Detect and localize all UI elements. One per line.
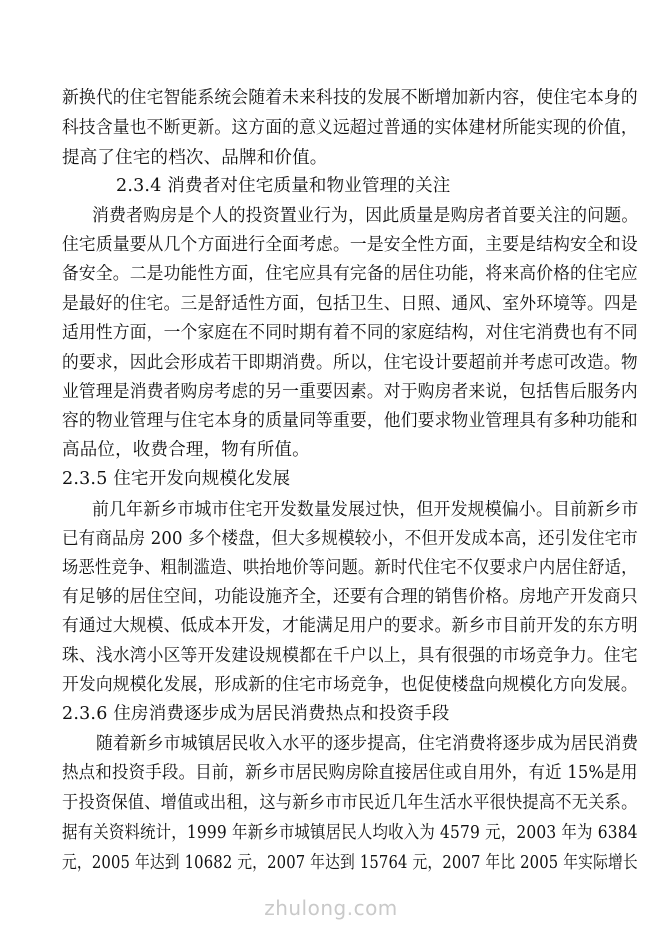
paragraph-line: 业管理是消费者购房考虑的另一重要因素。对于购房者来说，包括售后服务内 — [62, 382, 638, 402]
paragraph-line: 据有关资料统计，1999 年新乡市城镇居民人均收入为 4579 元，2003 年为 6384 — [62, 823, 638, 843]
watermark-text: zhulong — [264, 896, 347, 920]
paragraph-line: 消费者购房是个人的投资置业行为，因此质量是购房者首要关注的问题。 — [92, 206, 639, 226]
section-heading-2-3-6: 2.3.6 住房消费逐步成为居民消费热点和投资手段 — [62, 704, 450, 724]
watermark-text: com — [353, 896, 398, 920]
paragraph-line: 珠、浅水湾小区等开发建设规模都在千户以上，具有很强的市场竞争力。住宅 — [62, 646, 638, 666]
paragraph-line: 已有商品房 200 多个楼盘，但大多规模较小，不但开发成本高，还引发住宅市 — [62, 529, 638, 549]
paragraph-line: 有通过大规模、低成本开发，才能满足用户的要求。新乡市目前开发的东方明 — [62, 616, 638, 636]
paragraph-line: 是最好的住宅。三是舒适性方面，包括卫生、日照、通风、室外环境等。四是 — [62, 294, 638, 314]
paragraph-line: 科技含量也不断更新。这方面的意义远超过普通的实体建材所能实现的价值， — [62, 118, 638, 138]
paragraph-line: 开发向规模化发展，形成新的住宅市场竞争，也促使楼盘向规模化方向发展。 — [62, 675, 638, 695]
paragraph-line: 的要求，因此会形成若干即期消费。所以，住宅设计要超前并考虑可改造。物 — [62, 353, 638, 373]
paragraph-line: 热点和投资手段。目前，新乡市居民购房除直接居住或自用外，有近 15%是用 — [62, 763, 638, 783]
paragraph-line: 备安全。二是功能性方面，住宅应具有完备的居住功能，将来高价格的住宅应 — [62, 264, 638, 284]
paragraph-line: 于投资保值、增值或出租，这与新乡市市民近几年生活水平很快提高不无关系。 — [62, 793, 638, 813]
paragraph-line: 住宅质量要从几个方面进行全面考虑。一是安全性方面，主要是结构安全和设 — [62, 235, 638, 255]
paragraph-line: 提高了住宅的档次、品牌和价值。 — [62, 148, 328, 168]
paragraph-line: 高品位，收费合理，物有所值。 — [62, 440, 310, 460]
paragraph-line: 容的物业管理与住宅本身的质量同等重要，他们要求物业管理具有多种功能和 — [62, 411, 638, 431]
watermark — [0, 896, 662, 920]
paragraph-line: 随着新乡市城镇居民收入水平的逐步提高，住宅消费将逐步成为居民消费 — [96, 734, 639, 754]
paragraph-line: 前几年新乡市城市住宅开发数量发展过快，但开发规模偏小。目前新乡市 — [92, 500, 639, 520]
section-heading-2-3-5: 2.3.5 住宅开发向规模化发展 — [62, 469, 291, 489]
paragraph-line: 元，2005 年达到 10682 元，2007 年达到 15764 元，2007 年比 2005 年实际增长 — [62, 853, 638, 873]
watermark-dot: . — [346, 896, 354, 920]
paragraph-line: 场恶性竞争、粗制滥造、哄抬地价等问题。新时代住宅不仅要求户内居住舒适， — [62, 558, 638, 578]
paragraph-line: 适用性方面，一个家庭在不同时期有着不同的家庭结构，对住宅消费也有不同 — [62, 323, 638, 343]
section-heading-2-3-4: 2.3.4 消费者对住宅质量和物业管理的关注 — [116, 176, 451, 196]
paragraph-line: 有足够的居住空间，功能设施齐全，还要有合理的销售价格。房地产开发商只 — [62, 587, 638, 607]
paragraph-line: 新换代的住宅智能系统会随着未来科技的发展不断增加新内容，使住宅本身的 — [62, 88, 638, 108]
